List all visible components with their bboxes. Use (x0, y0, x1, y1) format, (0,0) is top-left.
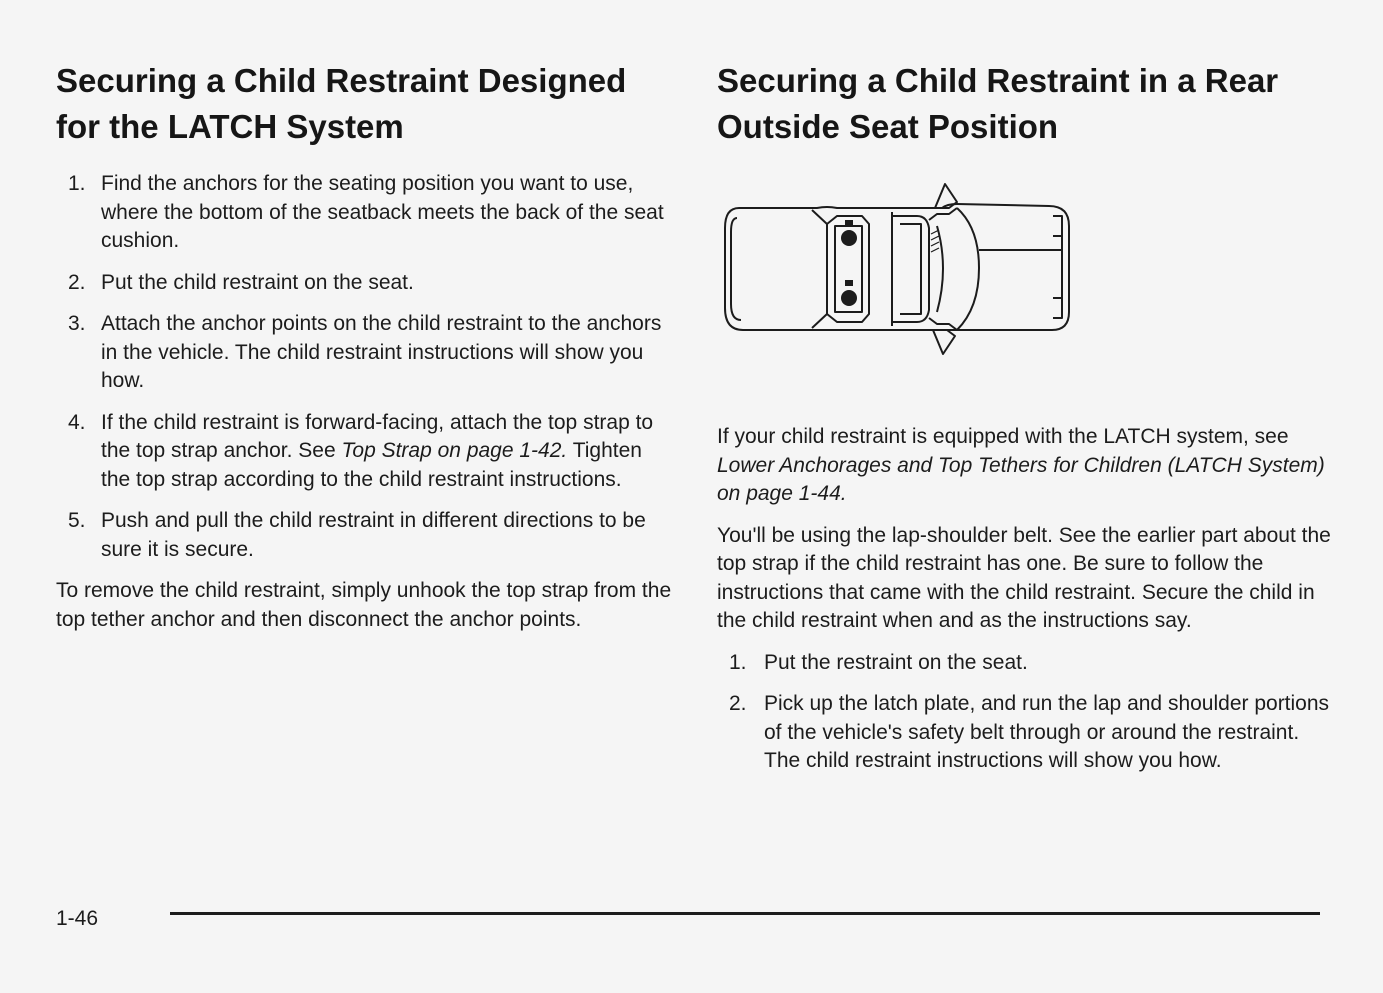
footer-divider (170, 912, 1320, 915)
section-title-latch: Securing a Child Restraint Designed for the LATCH System (56, 62, 627, 145)
step-text: Put the restraint on the seat. (764, 650, 1028, 674)
step-text: If the child restraint is forward-facing, attach the top strap to the top strap anchor. See (101, 410, 654, 462)
step-number: 1. (729, 650, 747, 674)
cross-reference-link[interactable]: Lower Anchorages and Top Tethers for Children (LATCH System) on page 1-44. (717, 453, 1325, 505)
step-text-continued: Tighten the top strap according to the child restraint instructions. (101, 439, 642, 491)
step-number: 1. (68, 172, 86, 195)
page-number: 1-46 (56, 907, 99, 930)
step-text: Pick up the latch plate, and run the lap and shoulder portions of the vehicle's safety belt through or around the restraint. The child restraint instructions will show you how. (764, 692, 1330, 772)
cross-reference-link[interactable]: Top Strap on page 1-42. (341, 439, 568, 462)
rear-seat-steps-list (717, 649, 1332, 776)
latch-steps-list (56, 170, 676, 564)
step-number: 2. (68, 270, 86, 294)
list-item (56, 269, 676, 298)
list-item (56, 310, 676, 396)
list-item (56, 170, 676, 256)
list-item (717, 690, 1332, 776)
left-column (56, 58, 676, 647)
step-number: 4. (68, 410, 86, 434)
list-item (717, 649, 1332, 678)
list-item (56, 409, 676, 495)
latch-reference-paragraph (717, 423, 1332, 509)
step-text: Find the anchors for the seating position you want to use, where the bottom of the seatback meets the back of the seat cushion. (101, 172, 664, 252)
step-text: Push and pull the child restraint in different directions to be sure it is secure. (101, 509, 646, 561)
right-column (717, 58, 1332, 789)
list-item (56, 507, 676, 564)
vehicle-top-view-icon (717, 168, 1077, 378)
step-number: 3. (68, 312, 86, 335)
removal-paragraph: To remove the child restraint, simply unhook the top strap from the top tether anchor and then disconnect the anchor points. (56, 579, 672, 631)
step-text: Put the child restraint on the seat. (101, 270, 414, 294)
step-number: 5. (68, 509, 86, 532)
step-text: Attach the anchor points on the child restraint to the anchors in the vehicle. The child restraint instructions will show you how. (101, 312, 662, 392)
step-number: 2. (729, 692, 747, 715)
section-title-rear-outside: Securing a Child Restraint in a Rear Outside Seat Position (717, 62, 1279, 145)
intro-text: If your child restraint is equipped with the LATCH system, see (717, 425, 1289, 448)
lap-shoulder-paragraph: You'll be using the lap-shoulder belt. See the earlier part about the top strap if the child restraint has one. Be sure to follow the instructions that came with the child restraint. Secure the child in the child restraint when and as the instructions say. (717, 523, 1331, 632)
